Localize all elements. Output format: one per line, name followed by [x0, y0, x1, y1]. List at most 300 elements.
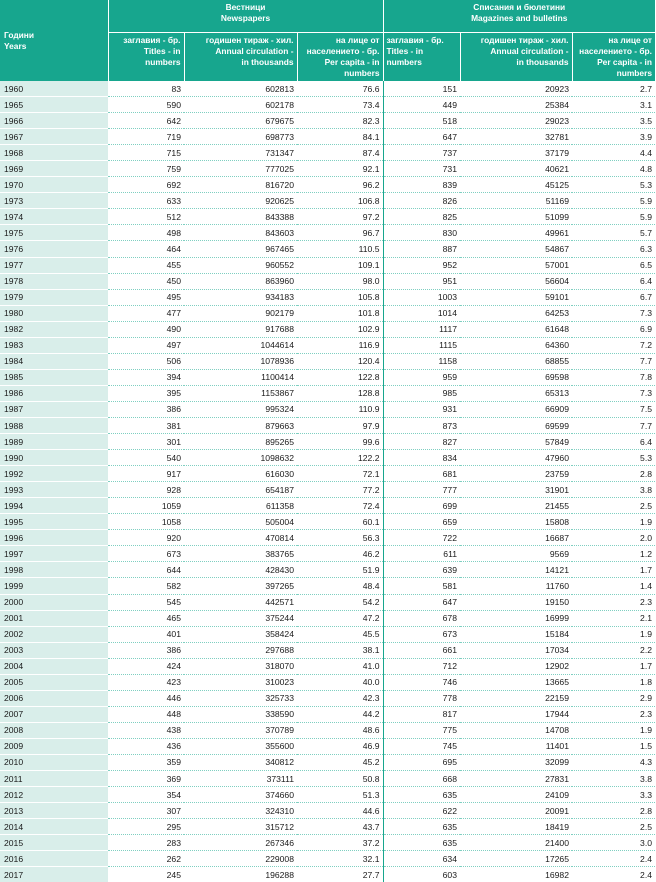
- table-row: [0, 722, 655, 738]
- newspaper-titles-cell: 354: [108, 787, 184, 803]
- newspaper-circulation-cell: 777025: [184, 161, 297, 177]
- year-cell: 2002: [0, 626, 108, 642]
- newspaper-circulation-cell: 679675: [184, 113, 297, 129]
- newspaper-titles-cell: 424: [108, 658, 184, 674]
- table-row: [0, 530, 655, 546]
- magazine-titles-cell: 731: [383, 161, 460, 177]
- magazine-titles-cell: 817: [383, 706, 460, 722]
- newspapers-per-capita-header: [297, 33, 383, 82]
- magazine-circulation-cell: 51099: [460, 209, 572, 225]
- magazine-titles-cell: 647: [383, 129, 460, 145]
- magazine-circulation-cell: 59101: [460, 289, 572, 305]
- year-cell: 2013: [0, 803, 108, 819]
- year-cell: 1978: [0, 273, 108, 289]
- year-cell: 1997: [0, 546, 108, 562]
- newspaper-titles-cell: 438: [108, 722, 184, 738]
- newspaper-circulation-cell: 616030: [184, 466, 297, 482]
- table-row: [0, 81, 655, 97]
- newspaper-per-capita-cell: 102.9: [297, 321, 383, 337]
- magazine-circulation-cell: 68855: [460, 353, 572, 369]
- year-cell: 2005: [0, 674, 108, 690]
- magazine-titles-cell: 1117: [383, 321, 460, 337]
- newspaper-titles-cell: 1059: [108, 498, 184, 514]
- year-cell: 2014: [0, 819, 108, 835]
- magazine-per-capita-cell: 2.9: [572, 690, 655, 706]
- newspaper-per-capita-cell: 96.7: [297, 225, 383, 241]
- magazine-titles-cell: 1014: [383, 305, 460, 321]
- magazine-circulation-cell: 16687: [460, 530, 572, 546]
- magazines-per-capita-header: [572, 33, 655, 82]
- newspaper-per-capita-cell: 44.6: [297, 803, 383, 819]
- year-cell: 1994: [0, 498, 108, 514]
- year-cell: 2015: [0, 835, 108, 851]
- newspaper-circulation-cell: 654187: [184, 482, 297, 498]
- magazine-per-capita-cell: 7.3: [572, 385, 655, 401]
- year-cell: 1987: [0, 401, 108, 417]
- magazine-titles-cell: 827: [383, 434, 460, 450]
- magazine-circulation-cell: 61648: [460, 321, 572, 337]
- newspaper-circulation-cell: 373111: [184, 771, 297, 787]
- newspaper-titles-cell: 497: [108, 337, 184, 353]
- newspaper-per-capita-cell: 122.8: [297, 369, 383, 385]
- newspapers-circulation-label: годишен тираж - хил. Annual circulation - in thousands: [205, 35, 294, 67]
- magazine-titles-cell: 777: [383, 482, 460, 498]
- table-row: [0, 867, 655, 882]
- newspaper-titles-cell: 83: [108, 81, 184, 97]
- newspaper-titles-cell: 673: [108, 546, 184, 562]
- magazine-titles-cell: 639: [383, 562, 460, 578]
- magazine-circulation-cell: 23759: [460, 466, 572, 482]
- newspaper-circulation-cell: 917688: [184, 321, 297, 337]
- newspaper-circulation-cell: 902179: [184, 305, 297, 321]
- newspaper-per-capita-cell: 122.2: [297, 450, 383, 466]
- year-cell: 2012: [0, 787, 108, 803]
- year-cell: 1967: [0, 129, 108, 145]
- magazine-titles-cell: 959: [383, 369, 460, 385]
- magazine-per-capita-cell: 1.7: [572, 562, 655, 578]
- magazine-circulation-cell: 57001: [460, 257, 572, 273]
- magazine-circulation-cell: 69599: [460, 417, 572, 433]
- table-row: [0, 434, 655, 450]
- newspaper-per-capita-cell: 46.9: [297, 738, 383, 754]
- magazine-titles-cell: 873: [383, 417, 460, 433]
- newspaper-titles-cell: 1058: [108, 514, 184, 530]
- newspaper-circulation-cell: 325733: [184, 690, 297, 706]
- table-header: [0, 0, 655, 81]
- magazine-titles-cell: 1003: [383, 289, 460, 305]
- magazine-circulation-cell: 20923: [460, 81, 572, 97]
- magazine-titles-cell: 661: [383, 642, 460, 658]
- newspaper-per-capita-cell: 128.8: [297, 385, 383, 401]
- table-row: [0, 257, 655, 273]
- newspaper-per-capita-cell: 56.3: [297, 530, 383, 546]
- newspaper-titles-cell: 506: [108, 353, 184, 369]
- table-row: [0, 754, 655, 770]
- newspaper-titles-cell: 719: [108, 129, 184, 145]
- newspaper-per-capita-cell: 97.9: [297, 417, 383, 433]
- magazine-per-capita-cell: 3.8: [572, 482, 655, 498]
- magazine-per-capita-cell: 3.8: [572, 771, 655, 787]
- magazine-per-capita-cell: 2.1: [572, 610, 655, 626]
- table-row: [0, 851, 655, 867]
- magazine-per-capita-cell: 1.5: [572, 738, 655, 754]
- newspaper-circulation-cell: 370789: [184, 722, 297, 738]
- magazine-per-capita-cell: 7.5: [572, 401, 655, 417]
- magazine-per-capita-cell: 6.3: [572, 241, 655, 257]
- magazine-per-capita-cell: 1.7: [572, 658, 655, 674]
- newspaper-per-capita-cell: 101.8: [297, 305, 383, 321]
- newspaper-circulation-cell: 611358: [184, 498, 297, 514]
- magazine-per-capita-cell: 5.7: [572, 225, 655, 241]
- magazine-circulation-cell: 14121: [460, 562, 572, 578]
- magazine-circulation-cell: 17265: [460, 851, 572, 867]
- magazine-titles-cell: 647: [383, 594, 460, 610]
- newspaper-per-capita-cell: 87.4: [297, 145, 383, 161]
- magazine-circulation-cell: 11401: [460, 738, 572, 754]
- table-row: [0, 514, 655, 530]
- newspaper-circulation-cell: 505004: [184, 514, 297, 530]
- newspaper-titles-cell: 401: [108, 626, 184, 642]
- newspaper-per-capita-cell: 32.1: [297, 851, 383, 867]
- newspaper-circulation-cell: 602178: [184, 97, 297, 113]
- newspaper-titles-cell: 464: [108, 241, 184, 257]
- magazine-per-capita-cell: 5.9: [572, 193, 655, 209]
- magazine-per-capita-cell: 3.9: [572, 129, 655, 145]
- newspapers-titles-header: [108, 33, 184, 82]
- table-row: [0, 690, 655, 706]
- magazine-per-capita-cell: 6.5: [572, 257, 655, 273]
- newspaper-titles-cell: 692: [108, 177, 184, 193]
- newspaper-circulation-cell: 338590: [184, 706, 297, 722]
- magazine-titles-cell: 151: [383, 81, 460, 97]
- newspaper-titles-cell: 369: [108, 771, 184, 787]
- table-row: [0, 353, 655, 369]
- newspaper-titles-cell: 495: [108, 289, 184, 305]
- magazine-circulation-cell: 57849: [460, 434, 572, 450]
- magazine-circulation-cell: 17944: [460, 706, 572, 722]
- table-row: [0, 642, 655, 658]
- year-cell: 1984: [0, 353, 108, 369]
- newspaper-titles-cell: 928: [108, 482, 184, 498]
- newspaper-per-capita-cell: 37.2: [297, 835, 383, 851]
- years-header-label: Години Years: [4, 29, 35, 51]
- table-row: [0, 674, 655, 690]
- magazine-circulation-cell: 56604: [460, 273, 572, 289]
- magazine-titles-cell: 887: [383, 241, 460, 257]
- magazine-titles-cell: 985: [383, 385, 460, 401]
- newspaper-circulation-cell: 879663: [184, 417, 297, 433]
- newspaper-titles-cell: 381: [108, 417, 184, 433]
- magazine-per-capita-cell: 4.8: [572, 161, 655, 177]
- magazine-circulation-cell: 16999: [460, 610, 572, 626]
- year-cell: 1976: [0, 241, 108, 257]
- newspaper-per-capita-cell: 82.3: [297, 113, 383, 129]
- magazine-per-capita-cell: 2.8: [572, 803, 655, 819]
- year-cell: 1973: [0, 193, 108, 209]
- magazine-circulation-cell: 66909: [460, 401, 572, 417]
- magazine-per-capita-cell: 4.4: [572, 145, 655, 161]
- table-row: [0, 482, 655, 498]
- magazine-titles-cell: 1158: [383, 353, 460, 369]
- newspaper-titles-cell: 465: [108, 610, 184, 626]
- table-row: [0, 771, 655, 787]
- newspaper-per-capita-cell: 110.9: [297, 401, 383, 417]
- magazine-circulation-cell: 69598: [460, 369, 572, 385]
- magazine-titles-cell: 668: [383, 771, 460, 787]
- newspaper-circulation-cell: 1044614: [184, 337, 297, 353]
- year-cell: 1990: [0, 450, 108, 466]
- year-cell: 1998: [0, 562, 108, 578]
- newspaper-titles-cell: 450: [108, 273, 184, 289]
- table-row: [0, 562, 655, 578]
- magazine-circulation-cell: 12902: [460, 658, 572, 674]
- magazine-circulation-cell: 45125: [460, 177, 572, 193]
- magazine-per-capita-cell: 1.9: [572, 514, 655, 530]
- newspaper-per-capita-cell: 41.0: [297, 658, 383, 674]
- magazine-circulation-cell: 14708: [460, 722, 572, 738]
- newspaper-circulation-cell: 374660: [184, 787, 297, 803]
- year-cell: 2000: [0, 594, 108, 610]
- newspaper-titles-cell: 715: [108, 145, 184, 161]
- years-header: [0, 0, 108, 81]
- magazine-titles-cell: 673: [383, 626, 460, 642]
- newspaper-titles-cell: 446: [108, 690, 184, 706]
- newspaper-per-capita-cell: 106.8: [297, 193, 383, 209]
- magazine-titles-cell: 737: [383, 145, 460, 161]
- magazine-titles-cell: 826: [383, 193, 460, 209]
- newspaper-per-capita-cell: 38.1: [297, 642, 383, 658]
- newspaper-circulation-cell: 310023: [184, 674, 297, 690]
- year-cell: 1977: [0, 257, 108, 273]
- magazine-per-capita-cell: 1.4: [572, 578, 655, 594]
- magazine-per-capita-cell: 1.8: [572, 674, 655, 690]
- newspaper-per-capita-cell: 54.2: [297, 594, 383, 610]
- year-cell: 1983: [0, 337, 108, 353]
- year-cell: 1960: [0, 81, 108, 97]
- magazine-titles-cell: 830: [383, 225, 460, 241]
- magazine-titles-cell: 951: [383, 273, 460, 289]
- magazine-per-capita-cell: 2.3: [572, 594, 655, 610]
- table-row: [0, 610, 655, 626]
- magazine-titles-cell: 678: [383, 610, 460, 626]
- magazine-circulation-cell: 65313: [460, 385, 572, 401]
- newspaper-per-capita-cell: 73.4: [297, 97, 383, 113]
- year-cell: 2001: [0, 610, 108, 626]
- magazine-titles-cell: 518: [383, 113, 460, 129]
- newspaper-circulation-cell: 698773: [184, 129, 297, 145]
- newspaper-circulation-cell: 383765: [184, 546, 297, 562]
- table-row: [0, 594, 655, 610]
- table-row: [0, 113, 655, 129]
- year-cell: 1965: [0, 97, 108, 113]
- newspaper-circulation-cell: 315712: [184, 819, 297, 835]
- year-cell: 1989: [0, 434, 108, 450]
- newspaper-per-capita-cell: 92.1: [297, 161, 383, 177]
- newspaper-per-capita-cell: 105.8: [297, 289, 383, 305]
- year-cell: 1996: [0, 530, 108, 546]
- newspaper-circulation-cell: 470814: [184, 530, 297, 546]
- year-cell: 2006: [0, 690, 108, 706]
- year-cell: 2011: [0, 771, 108, 787]
- table-row: [0, 177, 655, 193]
- year-cell: 1980: [0, 305, 108, 321]
- newspaper-titles-cell: 386: [108, 401, 184, 417]
- newspaper-per-capita-cell: 60.1: [297, 514, 383, 530]
- magazines-header: [383, 0, 655, 33]
- magazine-per-capita-cell: 3.0: [572, 835, 655, 851]
- newspaper-per-capita-cell: 110.5: [297, 241, 383, 257]
- magazine-circulation-cell: 16982: [545, 869, 569, 880]
- table-row: [0, 145, 655, 161]
- table-row: [0, 321, 655, 337]
- table-row: [0, 273, 655, 289]
- newspaper-titles-cell: 490: [108, 321, 184, 337]
- year-cell: 1974: [0, 209, 108, 225]
- newspaper-titles-cell: 545: [108, 594, 184, 610]
- magazine-titles-cell: 775: [383, 722, 460, 738]
- table-body: [0, 81, 655, 882]
- year-cell: 1999: [0, 578, 108, 594]
- magazine-per-capita-cell: 1.9: [572, 626, 655, 642]
- newspaper-per-capita-cell: 48.6: [297, 722, 383, 738]
- newspaper-titles-cell: 759: [108, 161, 184, 177]
- year-cell: 1969: [0, 161, 108, 177]
- magazines-circulation-label: годишен тираж - хил. Annual circulation - in thousands: [480, 35, 569, 67]
- table-row: [0, 658, 655, 674]
- newspaper-circulation-cell: 196288: [265, 869, 294, 880]
- year-cell: 1985: [0, 369, 108, 385]
- table-row: [0, 706, 655, 722]
- newspaper-circulation-cell: 1078936: [184, 353, 297, 369]
- newspaper-per-capita-cell: 72.4: [297, 498, 383, 514]
- magazine-titles-cell: 839: [383, 177, 460, 193]
- newspaper-circulation-cell: 229008: [184, 851, 297, 867]
- magazine-per-capita-cell: 2.7: [572, 81, 655, 97]
- newspaper-per-capita-cell: 98.0: [297, 273, 383, 289]
- table-row: [0, 337, 655, 353]
- newspaper-circulation-cell: 920625: [184, 193, 297, 209]
- newspaper-circulation-cell: 1100414: [184, 369, 297, 385]
- newspaper-titles-cell: 642: [108, 113, 184, 129]
- newspaper-per-capita-cell: 45.2: [297, 754, 383, 770]
- newspaper-per-capita-cell: 99.6: [297, 434, 383, 450]
- newspaper-per-capita-cell: 97.2: [297, 209, 383, 225]
- magazine-per-capita-cell: 5.3: [572, 450, 655, 466]
- year-cell: 2007: [0, 706, 108, 722]
- table-row: [0, 738, 655, 754]
- magazine-titles-cell: 952: [383, 257, 460, 273]
- year-cell: 1986: [0, 385, 108, 401]
- newspaper-per-capita-cell: 42.3: [297, 690, 383, 706]
- newspaper-circulation-cell: 934183: [184, 289, 297, 305]
- year-cell: 2008: [0, 722, 108, 738]
- magazines-per-capita-label: на лице от населението - бр. Per capita - in numbers: [579, 35, 652, 78]
- magazine-circulation-cell: 47960: [460, 450, 572, 466]
- year-cell: 1975: [0, 225, 108, 241]
- newspaper-circulation-cell: 1153867: [184, 385, 297, 401]
- newspaper-per-capita-cell: 27.7: [362, 869, 380, 880]
- newspaper-circulation-cell: 895265: [184, 434, 297, 450]
- newspaper-titles-cell: 386: [108, 642, 184, 658]
- year-cell: 1968: [0, 145, 108, 161]
- magazine-circulation-cell: 21400: [460, 835, 572, 851]
- magazine-circulation-cell: 9569: [460, 546, 572, 562]
- newspaper-titles-cell: 455: [108, 257, 184, 273]
- newspaper-titles-cell: 436: [108, 738, 184, 754]
- magazine-per-capita-cell: 3.1: [572, 97, 655, 113]
- magazine-per-capita-cell: 2.8: [572, 466, 655, 482]
- newspaper-titles-cell: 307: [108, 803, 184, 819]
- magazine-circulation-cell: 32781: [460, 129, 572, 145]
- magazine-titles-cell: 825: [383, 209, 460, 225]
- magazine-per-capita-cell: 6.4: [572, 273, 655, 289]
- newspaper-titles-cell: 644: [108, 562, 184, 578]
- newspaper-titles-cell: 423: [108, 674, 184, 690]
- newspaper-per-capita-cell: 44.2: [297, 706, 383, 722]
- table-row: [0, 129, 655, 145]
- year-cell: 2004: [0, 658, 108, 674]
- newspaper-titles-cell: 301: [108, 434, 184, 450]
- newspaper-circulation-cell: 267346: [184, 835, 297, 851]
- table-row: [0, 401, 655, 417]
- magazine-circulation-cell: 49961: [460, 225, 572, 241]
- magazine-circulation-cell: 51169: [460, 193, 572, 209]
- magazine-circulation-cell: 15184: [460, 626, 572, 642]
- year-cell: 1982: [0, 321, 108, 337]
- table-row: [0, 209, 655, 225]
- newspaper-per-capita-cell: 120.4: [297, 353, 383, 369]
- magazine-titles-cell: 603: [383, 867, 460, 882]
- magazine-titles-cell: 745: [383, 738, 460, 754]
- magazine-circulation-cell: 18419: [460, 819, 572, 835]
- newspaper-titles-cell: 245: [166, 869, 181, 880]
- newspaper-titles-cell: 283: [108, 835, 184, 851]
- newspaper-circulation-cell: 340812: [184, 754, 297, 770]
- newspapers-header: [108, 0, 383, 33]
- newspaper-circulation-cell: 358424: [184, 626, 297, 642]
- magazine-circulation-cell: 64253: [460, 305, 572, 321]
- magazine-circulation-cell: 19150: [460, 594, 572, 610]
- magazine-circulation-cell: 13665: [460, 674, 572, 690]
- magazine-circulation-cell: 25384: [460, 97, 572, 113]
- newspaper-circulation-cell: 816720: [184, 177, 297, 193]
- magazine-circulation-cell: 40621: [460, 161, 572, 177]
- newspaper-circulation-cell: 967465: [184, 241, 297, 257]
- newspaper-per-capita-cell: 46.2: [297, 546, 383, 562]
- magazine-per-capita-cell: 7.7: [572, 353, 655, 369]
- magazine-per-capita-cell: 3.5: [572, 113, 655, 129]
- year-cell: 1988: [0, 417, 108, 433]
- magazine-circulation-cell: 20091: [460, 803, 572, 819]
- newspaper-per-capita-cell: 47.2: [297, 610, 383, 626]
- newspaper-titles-cell: 477: [108, 305, 184, 321]
- newspaper-per-capita-cell: 51.3: [297, 787, 383, 803]
- magazine-circulation-cell: 22159: [460, 690, 572, 706]
- table-row: [0, 369, 655, 385]
- table-row: [0, 803, 655, 819]
- table-row: [0, 305, 655, 321]
- magazine-titles-cell: 622: [383, 803, 460, 819]
- magazine-titles-cell: 722: [383, 530, 460, 546]
- table-row: [0, 835, 655, 851]
- magazine-titles-cell: 695: [383, 754, 460, 770]
- table-row: [0, 819, 655, 835]
- magazine-titles-cell: 581: [383, 578, 460, 594]
- newspaper-titles-cell: 633: [108, 193, 184, 209]
- magazine-per-capita-cell: 5.9: [572, 209, 655, 225]
- magazine-titles-cell: 635: [383, 819, 460, 835]
- newspaper-per-capita-cell: 48.4: [297, 578, 383, 594]
